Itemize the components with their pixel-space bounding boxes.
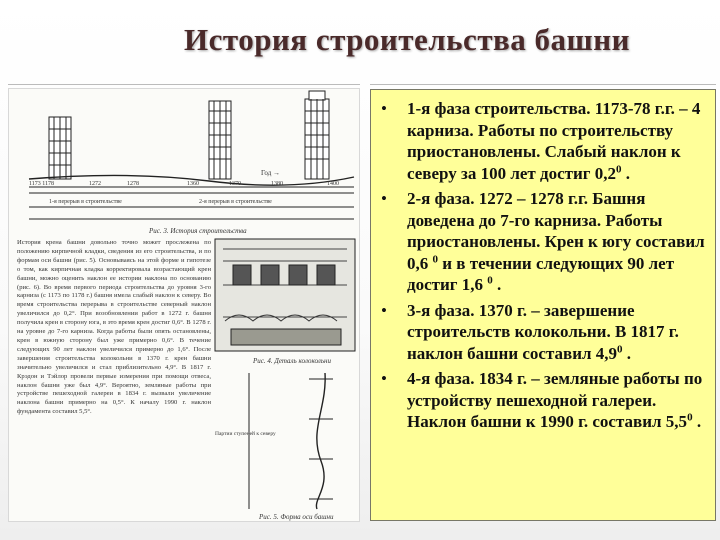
fig4-caption: Рис. 4. Деталь колокольни: [253, 357, 331, 365]
bullet-icon: •: [381, 369, 387, 388]
year-arrow: Год →: [261, 169, 281, 177]
phases-list: [379, 98, 705, 433]
timeline-year-3: 1278: [127, 181, 139, 187]
bullet-icon: •: [381, 189, 387, 208]
phase-item-4: • 4-я фаза. 1834 г. – земляные работы по устройству пешеходной галереи. Наклон башни к 1990 г. составил $5,5^0$ .: [381, 369, 703, 431]
phase-item-1: • 1-я фаза строительства. 1173-78 г.г. – 4 карниза. Работы по строительству приостановлены. Слабый наклон к северу за 100 лет достиг $0,2^0$ .: [381, 99, 701, 183]
axis-label: Партии ступеней к северу: [215, 431, 276, 437]
timeline-year-1: 1173 1178: [29, 181, 55, 187]
tower-elevations: [29, 91, 354, 185]
timeline-year-7: 1400: [327, 181, 339, 187]
title-divider-right: [370, 84, 716, 85]
scanned-figure: [8, 88, 360, 522]
timeline-year-6: 1380: [271, 181, 283, 187]
phase-item-2: • 2-я фаза. 1272 – 1278 г.г. Башня доведена до 7-го карниза. Работы приостановлены. Крен к югу составил 0,6 $^0$ и в течении следующих 90 лет достиг 1,6 $^0$ .: [381, 189, 705, 294]
phases-text-box: [370, 89, 716, 521]
phase-1-label: 1-я перерыв в строительстве: [49, 199, 122, 205]
bullet-icon: •: [381, 99, 387, 118]
phase-item-3: • 3-я фаза. 1370 г. – завершение строительств колокольни. В 1817 г. наклон башни составил $4,9^0$ .: [381, 300, 679, 363]
timeline-year-2: 1272: [89, 181, 101, 187]
belfry-detail: [215, 239, 355, 351]
fig3-caption: Рис. 3. История строительства: [149, 227, 247, 235]
bullet-icon: •: [381, 300, 387, 320]
phase-2-label: 2-я перерыв в строительстве: [199, 199, 272, 205]
title-divider: [8, 84, 360, 85]
fig5-caption: Рис. 5. Форма оси башни: [259, 513, 334, 521]
timeline-year-4: 1360: [187, 181, 199, 187]
scanned-body-text: История крена башни довольно точно может прослежена по положению кирпичной кладки, сведения из его строительства, и по формам оси башни (рис. 5). Основываясь на этой форме и гипотезе о том, как кирпичная кладка корректировала возрастающий крен башни, можно оценить наклон ее истории наклона по основанию (рис. 6). Во время первого периода строительства до уровня 3-го карниза (с 1173 по 1178 г.) башня имела слабый наклон к северу. Во время строительства перерыва в строительстве северный наклон увеличился до 0,2°. При возобновлении работ в 1272 г. башня получила крен в сторону юга, в это время крен достиг 0,6°. В 1278 г. на уровне до 7-го карниза. Когда работы были опять остановлены, крен в южную сторону был уже примерно 0,6°. В течение следующих 90 лет наклон увеличился примерно до 1,6°. После завершения строительства колокольни в 1370 г. крен башни значительно увеличился и стал приблизительно 4,9°. В 1817 г. Крэдон и Тэйлор провели первые измерения при помощи отвеса, наклон башни уже был 4,9°. Вероятно, земляные работы при устройстве пешеходной галереи в 1834 г. вызвали увеличение наклона башни примерно на 0,5°. К началу 1990 г. наклон фундамента составил 5,5°.: [17, 239, 211, 416]
page-title: История строительства башни: [184, 22, 630, 57]
timeline-year-5: 1370: [229, 181, 241, 187]
axis-shape-plot: [249, 373, 333, 509]
